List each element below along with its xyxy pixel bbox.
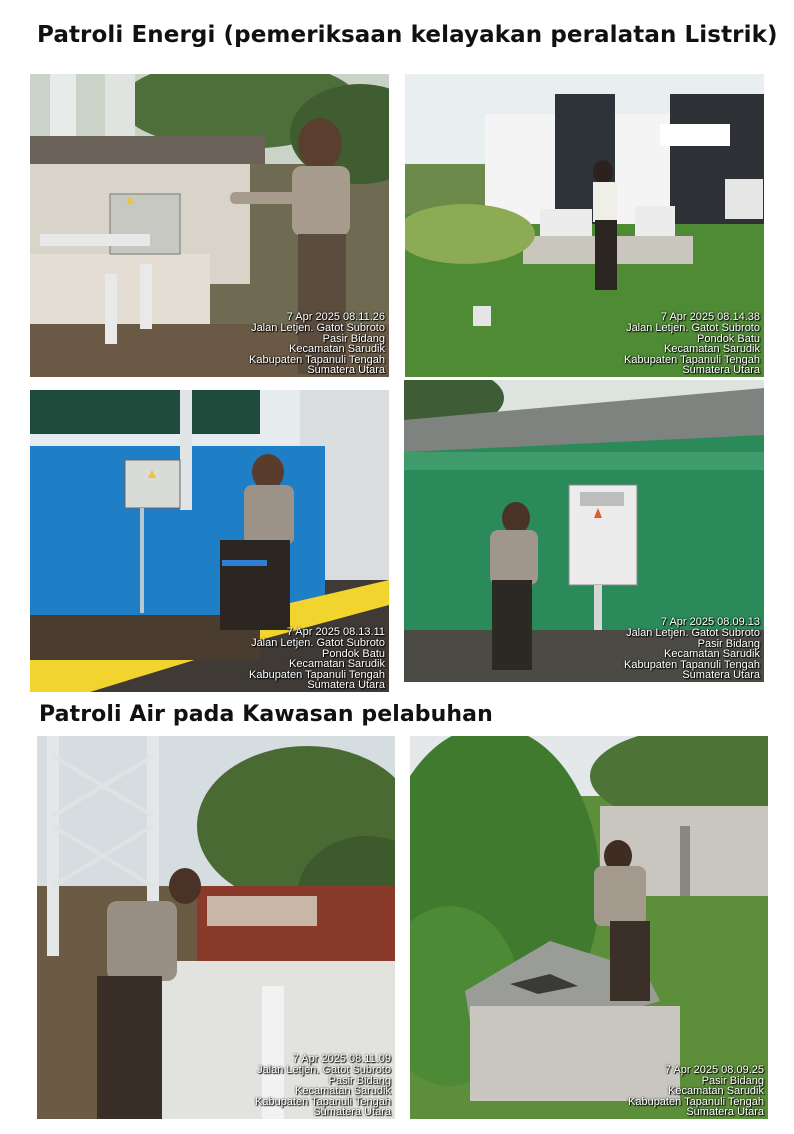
photo-blue-wall-panel-inspection (30, 390, 389, 692)
stamp-district: Kecamatan Sarudik (289, 658, 385, 671)
stamp-street: Jalan Letjen. Gatot Subroto (251, 637, 385, 650)
section-title-energy-patrol: Patroli Energi (pemeriksaan kelayakan peralatan Listrik) (37, 22, 778, 48)
stamp-regency: Kabupaten Tapanuli Tengah (249, 668, 385, 681)
stamp-district: Kecamatan Sarudik (289, 343, 385, 356)
stamp-province: Sumatera Utara (307, 679, 385, 692)
stamp-datetime: 7 Apr 2025 08.09.13 (660, 616, 760, 629)
stamp-province: Sumatera Utara (686, 1106, 764, 1119)
stamp-province: Sumatera Utara (307, 364, 385, 377)
stamp-regency: Kabupaten Tapanuli Tengah (624, 658, 760, 671)
stamp-village: Pasir Bidang (697, 637, 760, 650)
photo-timestamp-stamp (624, 312, 760, 376)
stamp-province: Sumatera Utara (682, 364, 760, 377)
photo-timestamp-stamp (628, 1065, 764, 1118)
photo-pump-panel-inspection (30, 74, 389, 377)
stamp-street: Jalan Letjen. Gatot Subroto (251, 322, 385, 335)
stamp-datetime: 7 Apr 2025 08.14.38 (660, 311, 760, 324)
stamp-district: Kecamatan Sarudik (668, 1085, 764, 1098)
stamp-regency: Kabupaten Tapanuli Tengah (249, 353, 385, 366)
photo-timestamp-stamp (624, 617, 760, 681)
stamp-province: Sumatera Utara (313, 1106, 391, 1119)
stamp-street: Jalan Letjen. Gatot Subroto (257, 1064, 391, 1077)
stamp-street: Jalan Letjen. Gatot Subroto (626, 322, 760, 335)
stamp-village: Pasir Bidang (328, 1074, 391, 1087)
photo-water-tank-inspection (37, 736, 395, 1119)
photo-green-wall-panel-inspection (404, 380, 764, 682)
stamp-regency: Kabupaten Tapanuli Tengah (624, 353, 760, 366)
stamp-regency: Kabupaten Tapanuli Tengah (255, 1095, 391, 1108)
stamp-street: Jalan Letjen. Gatot Subroto (626, 627, 760, 640)
stamp-datetime: 7 Apr 2025 08.11.09 (292, 1053, 391, 1066)
stamp-village: Pasir Bidang (701, 1074, 764, 1087)
stamp-village: Pondok Batu (697, 332, 760, 345)
photo-covered-well-inspection (410, 736, 768, 1119)
stamp-province: Sumatera Utara (682, 669, 760, 682)
section-title-water-patrol: Patroli Air pada Kawasan pelabuhan (39, 702, 493, 727)
stamp-district: Kecamatan Sarudik (295, 1085, 391, 1098)
stamp-regency: Kabupaten Tapanuli Tengah (628, 1095, 764, 1108)
stamp-datetime: 7 Apr 2025 08.13.11 (286, 626, 385, 639)
stamp-district: Kecamatan Sarudik (664, 648, 760, 661)
stamp-datetime: 7 Apr 2025 08.09.25 (664, 1064, 764, 1077)
stamp-village: Pasir Bidang (322, 332, 385, 345)
stamp-datetime: 7 Apr 2025 08.11.26 (286, 311, 385, 324)
stamp-village: Pondok Batu (322, 647, 385, 660)
photo-garden-panel-inspection (405, 74, 764, 377)
photo-timestamp-stamp (255, 1054, 391, 1118)
photo-timestamp-stamp (249, 312, 385, 376)
photo-timestamp-stamp (249, 627, 385, 691)
stamp-district: Kecamatan Sarudik (664, 343, 760, 356)
